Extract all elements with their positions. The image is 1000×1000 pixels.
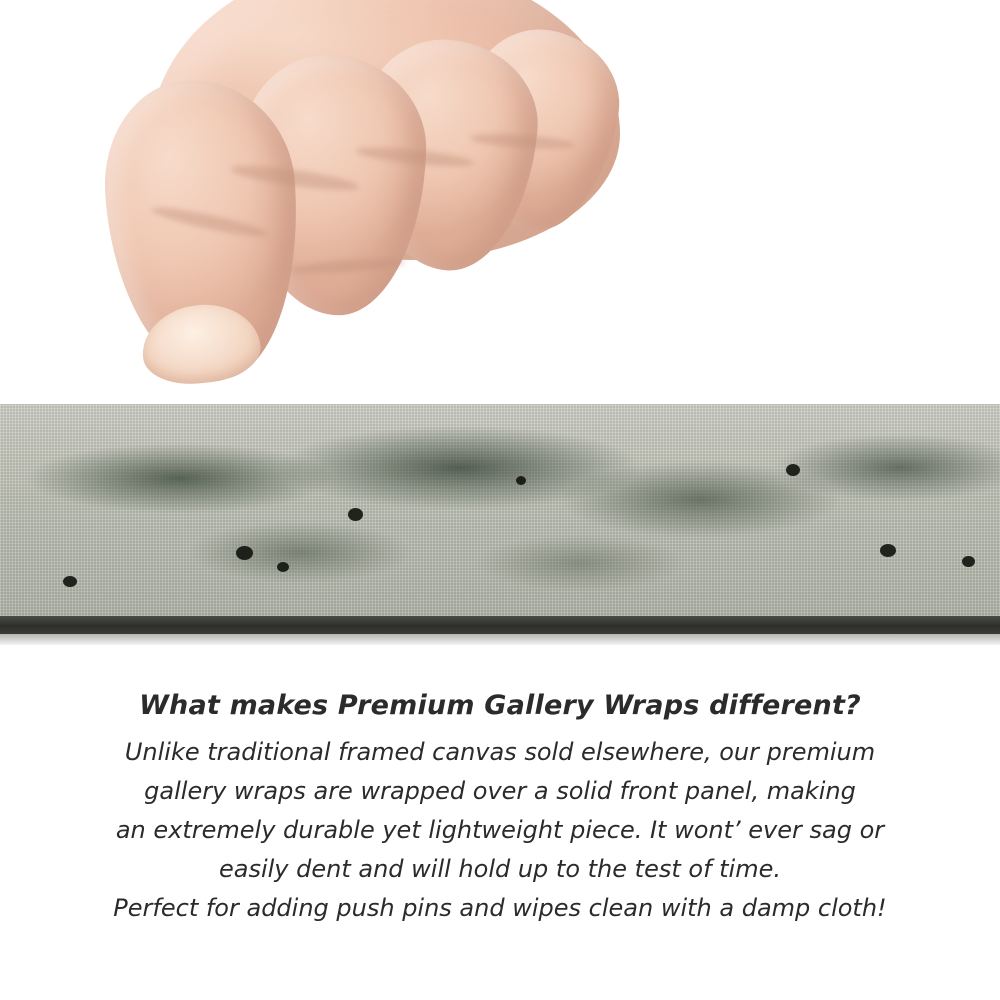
canvas-speck: [786, 464, 800, 476]
canvas-speck: [63, 576, 77, 587]
canvas-speck: [880, 544, 896, 557]
canvas-texture-spots: [0, 404, 1000, 616]
canvas-speck: [516, 476, 526, 485]
caption-line: gallery wraps are wrapped over a solid front panel, making: [144, 777, 856, 805]
caption-line: Unlike traditional framed canvas sold elsewhere, our premium: [124, 738, 876, 766]
canvas-speck: [277, 562, 289, 572]
drop-shadow: [0, 634, 1000, 645]
canvas-speck: [962, 556, 975, 567]
canvas-speck: [348, 508, 363, 521]
solid-front-panel-edge: [0, 616, 1000, 634]
canvas-speck: [236, 546, 253, 560]
caption-block: [0, 690, 1000, 928]
caption-line: an extremely durable yet lightweight piece. It wont’ ever sag or: [115, 816, 885, 844]
caption-line: Perfect for adding push pins and wipes clean with a damp cloth!: [113, 894, 887, 922]
hand-illustration: [90, 0, 650, 430]
caption-line: easily dent and will hold up to the test of time.: [218, 855, 781, 883]
canvas-wrap-edge: [0, 404, 1000, 645]
caption-heading: What makes Premium Gallery Wraps different?: [139, 690, 861, 721]
